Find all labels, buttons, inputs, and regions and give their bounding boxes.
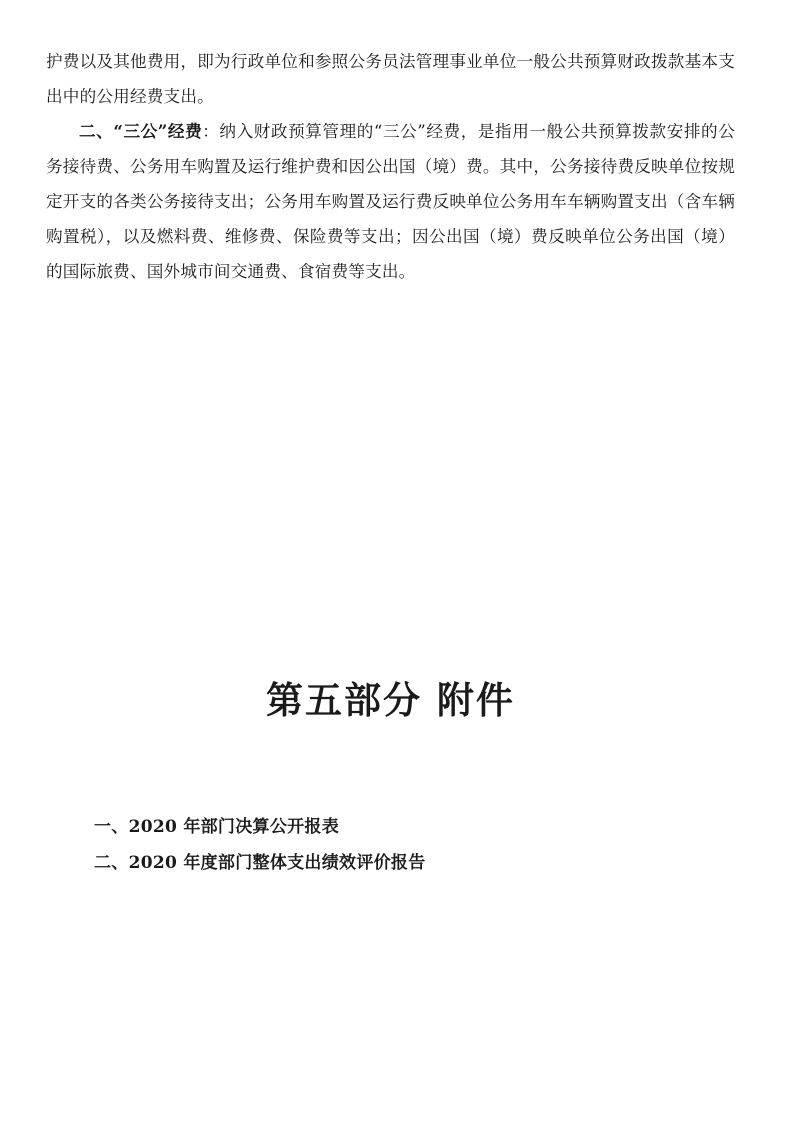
vertical-spacer-after-title <box>46 723 735 809</box>
paragraph-body: 纳入财政预算管理的“三公”经费，是指用一般公共预算拨款安排的公务接待费、公务用车购置及运行维护费和因公出国（境）费。其中，公务接待费反映单位按规定开支的各类公务接待支出；公务用车购置及运行费反映单位公务用车车辆购置支出（含车辆购置税），以及燃料费、维修费、保险费等支出；因公出国（境）费反映单位公务出国（境）的国际旅费、国外城市间交通费、食宿费等支出。 <box>46 122 735 281</box>
page-title: 第五部分 附件 <box>266 678 515 722</box>
list-item: 一、2020 年部门决算公开报表 <box>94 817 340 837</box>
paragraph-three-public-expenses <box>46 114 735 289</box>
attachment-list <box>46 809 735 881</box>
vertical-spacer <box>46 289 735 677</box>
body-text-block <box>46 44 735 289</box>
paragraph-lead-label: 二、“三公”经费 <box>79 121 203 141</box>
paragraph-public-funds-continued: 护费以及其他费用，即为行政单位和参照公务员法管理事业单位一般公共预算财政拨款基本支出中的公用经费支出。 <box>46 52 735 106</box>
paragraph-lead-separator: ： <box>202 122 220 141</box>
list-item: 二、2020 年度部门整体支出绩效评价报告 <box>94 853 426 873</box>
